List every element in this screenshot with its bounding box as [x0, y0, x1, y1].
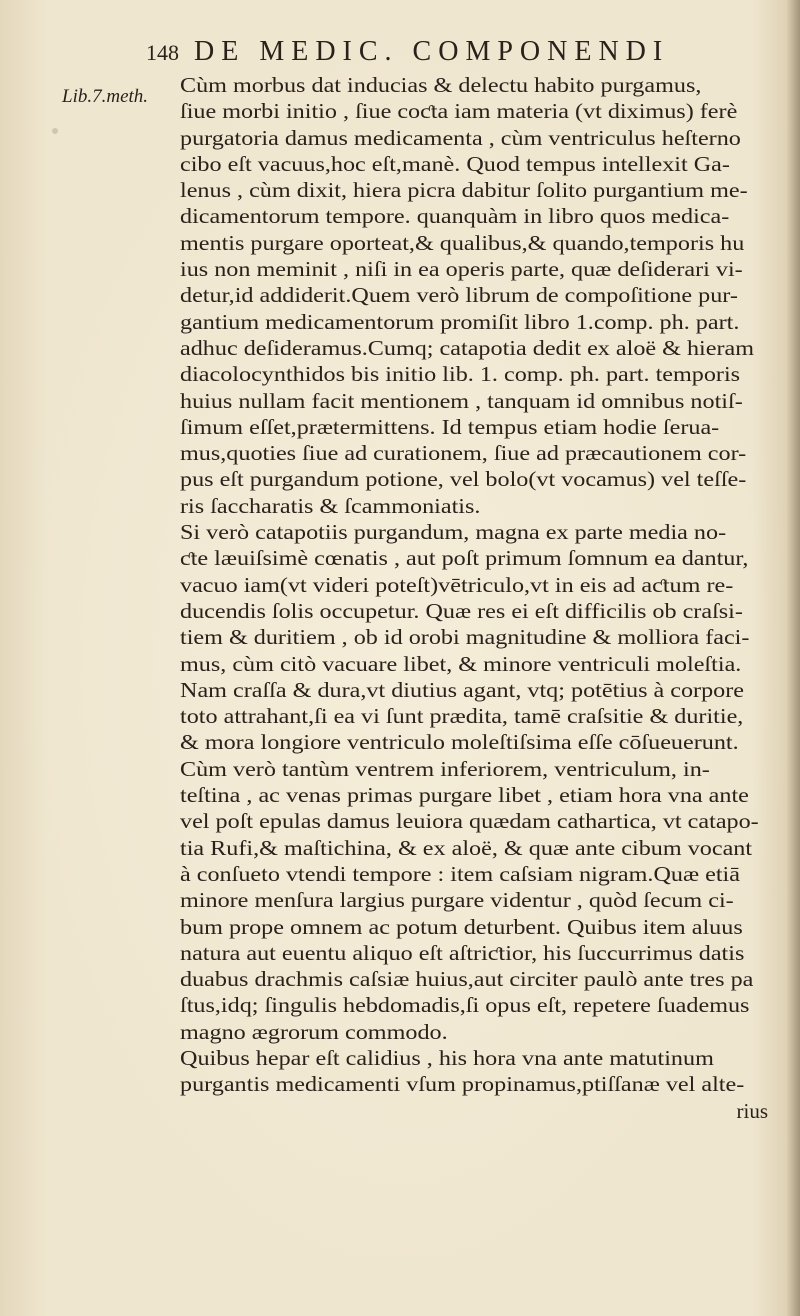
text-line: ſimum eſſet,prætermittens. Id tempus etiam hodie ſerua-	[180, 414, 720, 439]
text-line: huius nullam facit mentionem , tanquam id omnibus notiſ-	[180, 388, 743, 413]
text-line: pus eſt purgandum potione, vel bolo(vt vocamus) vel teſſe-	[180, 467, 747, 492]
text-line: Cùm morbus dat inducias & delectu habito purgamus,	[180, 73, 702, 97]
text-line: lenus , cùm dixit, hiera picra dabitur ſolito purgantium me-	[180, 178, 748, 203]
text-line: ris ſaccharatis & ſcammoniatis.	[180, 493, 481, 518]
catchword: rius	[736, 1098, 768, 1123]
text-line: vacuo iam(vt videri poteſt)vētriculo,vt in eis ad aƈtum re-	[180, 572, 734, 597]
text-line: vel poſt epulas damus leuiora quædam cathartica, vt catapo-	[180, 809, 759, 834]
text-line: detur,id addiderit.Quem verò librum de compoſitione pur-	[180, 283, 738, 308]
text-line: ƈte læuiſsimè cœnatis , aut poſt primum ſomnum ea dantur,	[180, 546, 749, 571]
text-line: duabus drachmis caſsiæ huius,aut circiter paulò ante tres pa	[180, 967, 754, 992]
text-line: mus, cùm citò vacuare libet, & minore ventriculi moleſtia.	[180, 651, 742, 676]
text-line: dicamentorum tempore. quanquàm in libro quos medica-	[180, 204, 730, 229]
text-line: Cùm verò tantùm ventrem inferiorem, ventriculum, in-	[180, 756, 710, 781]
text-line: ducendis ſolis occupetur. Quæ res ei eſt difficilis ob craſsi-	[180, 598, 743, 623]
text-line: Quibus hepar eſt calidius , his hora vna ante matutinum	[180, 1045, 714, 1070]
body-text	[180, 72, 768, 1124]
text-line: minore menſura largius purgare videntur , quòd ſecum ci-	[180, 888, 734, 913]
text-line: toto attrahant,ſi ea vi ſunt prædita, tamē craſsitie & duritie,	[180, 704, 744, 729]
text-line: gantium medicamentorum promiſit libro 1.comp. ph. part.	[180, 309, 740, 334]
page-number: 148	[146, 40, 179, 65]
text-line: mus,quoties ſiue ad curationem, ſiue ad præcautionem cor-	[180, 441, 747, 466]
running-title: DE MEDIC. COMPONENDI	[194, 36, 670, 67]
text-line: ſtus,idq; ſingulis hebdomadis,ſi opus eſt, repetere ſuademus	[180, 993, 750, 1018]
text-line: purgantis medicamenti vſum propinamus,ptiſſanæ vel alte-	[180, 1072, 745, 1097]
page-header	[146, 36, 746, 70]
margin-note: Lib.7.meth.	[62, 86, 149, 107]
text-line: adhuc deſideramus.Cumq; catapotia dedit ex aloë & hieram	[180, 335, 755, 360]
text-line: mentis purgare oporteat,& qualibus,& quando,temporis hu	[180, 230, 745, 255]
text-line: purgatoria damus medicamenta , cùm ventriculus heſterno	[180, 125, 741, 150]
text-line: teſtina , ac venas primas purgare libet , etiam hora vna ante	[180, 783, 749, 808]
text-line: & mora longiore ventriculo moleſtiſsima eſſe cōſueuerunt.	[180, 730, 739, 755]
text-line: cibo eſt vacuus,hoc eſt,manè. Quod tempus intellexit Ga-	[180, 151, 730, 176]
text-line: Si verò catapotiis purgandum, magna ex parte media no-	[180, 520, 727, 545]
text-line: Nam craſſa & dura,vt diutius agant, vtq; potētius à corpore	[180, 677, 745, 702]
text-line: à conſueto vtendi tempore : item caſsiam nigram.Quæ etiā	[180, 861, 740, 886]
text-line: tiem & duritiem , ob id orobi magnitudine & molliora faci-	[180, 625, 750, 650]
ink-smudge	[52, 128, 58, 134]
text-line: diacolocynthidos bis initio lib. 1. comp. ph. part. temporis	[180, 362, 741, 387]
text-line: natura aut euentu aliquo eſt aſtriƈtior, his ſuccurrimus datis	[180, 940, 745, 965]
text-line: bum prope omnem ac potum deturbent. Quibus item aluus	[180, 914, 743, 939]
text-line: ſiue morbi initio , ſiue coƈta iam materia (vt diximus) ferè	[180, 99, 738, 124]
text-line: magno ægrorum commodo.	[180, 1019, 448, 1044]
text-line: ius non meminit , niſi in ea operis parte, quæ deſiderari vi-	[180, 257, 743, 282]
text-line: tia Rufi,& maſtichina, & ex aloë, & quæ ante cibum vocant	[180, 835, 753, 860]
